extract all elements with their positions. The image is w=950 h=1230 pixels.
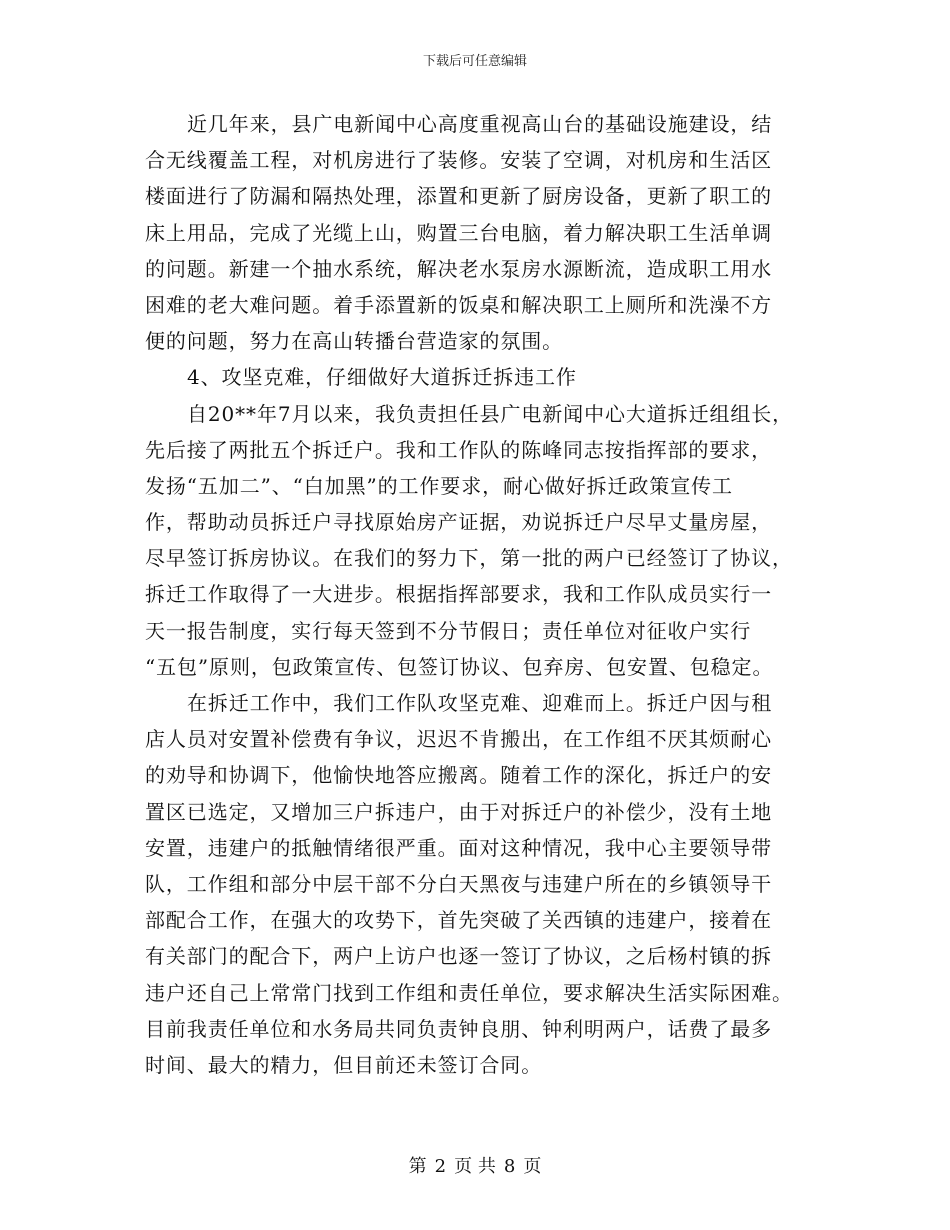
- document-body: [145, 106, 807, 1083]
- text-line: 楼面进行了防漏和隔热处理，添置和更新了厨房设备，更新了职工的: [145, 184, 772, 209]
- text-line: 困难的老大难问题。着手添置新的饭桌和解决职工上厕所和洗澡不方: [145, 292, 772, 317]
- footer-suffix: 页: [523, 1156, 542, 1177]
- footer-prefix: 第: [408, 1156, 427, 1177]
- text-line: 先后接了两批五个拆迁户。我和工作队的陈峰同志按指挥部的要求，: [145, 437, 772, 462]
- footer-page-number: 2: [434, 1156, 447, 1177]
- section-heading: 4、攻坚克难，仔细做好大道拆迁拆违工作: [187, 365, 577, 390]
- text-line: 在拆迁工作中，我们工作队攻坚克难、迎难而上。拆迁户因与租: [187, 691, 773, 715]
- text-line: 店人员对安置补偿费有争议，迟迟不肯搬出，在工作组不厌其烦耐心: [145, 727, 772, 752]
- page-footer: [0, 1156, 950, 1178]
- page-header: 下载后可任意编辑: [422, 54, 527, 69]
- text-line: 有关部门的配合下，两户上访户也逐一签订了协议，之后杨村镇的拆: [145, 944, 772, 969]
- text-line: 违户还自己上常常门找到工作组和责任单位，要求解决生活实际困难。: [145, 980, 793, 1005]
- text-line: 床上用品，完成了光缆上山，购置三台电脑，着力解决职工生活单调: [145, 220, 772, 245]
- text-line: 部配合工作，在强大的攻势下，首先突破了关西镇的违建户，接着在: [145, 908, 772, 933]
- text-line: 发扬“五加二”、“白加黑”的工作要求，耐心做好拆迁政策宣传工: [145, 473, 733, 498]
- text-line: 置区已选定，又增加三户拆违户，由于对拆迁户的补偿少，没有土地: [145, 799, 772, 824]
- footer-middle: 页 共: [454, 1156, 496, 1177]
- text-line: 目前我责任单位和水务局共同负责钟良朋、钟利明两户，话费了最多: [145, 1016, 772, 1041]
- text-line: 近几年来，县广电新闻中心高度重视高山台的基础设施建设，结: [187, 112, 773, 136]
- text-line: 作，帮助动员拆迁户寻找原始房产证据，劝说拆迁户尽早丈量房屋，: [145, 510, 772, 535]
- text-line: 天一报告制度，实行每天签到不分节假日；责任单位对征收户实行: [145, 618, 752, 643]
- text-line: 便的问题，努力在高山转播台营造家的氛围。: [145, 329, 563, 354]
- text-line: 的劝导和协调下，他愉快地答应搬离。随着工作的深化，拆迁户的安: [145, 763, 772, 788]
- text-line: 自20**年7月以来，我负责担任县广电新闻中心大道拆迁组组长，: [187, 401, 794, 426]
- footer-total-pages: 8: [503, 1156, 516, 1177]
- text-line: 的问题。新建一个抽水系统，解决老水泵房水源断流，造成职工用水: [145, 256, 772, 281]
- text-line: 尽早签订拆房协议。在我们的努力下，第一批的两户已经签订了协议，: [145, 546, 793, 571]
- text-line: 合无线覆盖工程，对机房进行了装修。安装了空调，对机房和生活区: [145, 148, 772, 173]
- text-line: 拆迁工作取得了一大进步。根据指挥部要求，我和工作队成员实行一: [145, 582, 772, 607]
- text-line: 安置，违建户的抵触情绪很严重。面对这种情况，我中心主要领导带: [145, 835, 772, 860]
- text-line: “五包”原则，包政策宣传、包签订协议、包弃房、包安置、包稳定。: [145, 654, 774, 679]
- text-line: 队，工作组和部分中层干部不分白天黑夜与违建户所在的乡镇领导干: [145, 871, 772, 896]
- text-line: 时间、最大的精力，但目前还未签订合同。: [145, 1052, 543, 1077]
